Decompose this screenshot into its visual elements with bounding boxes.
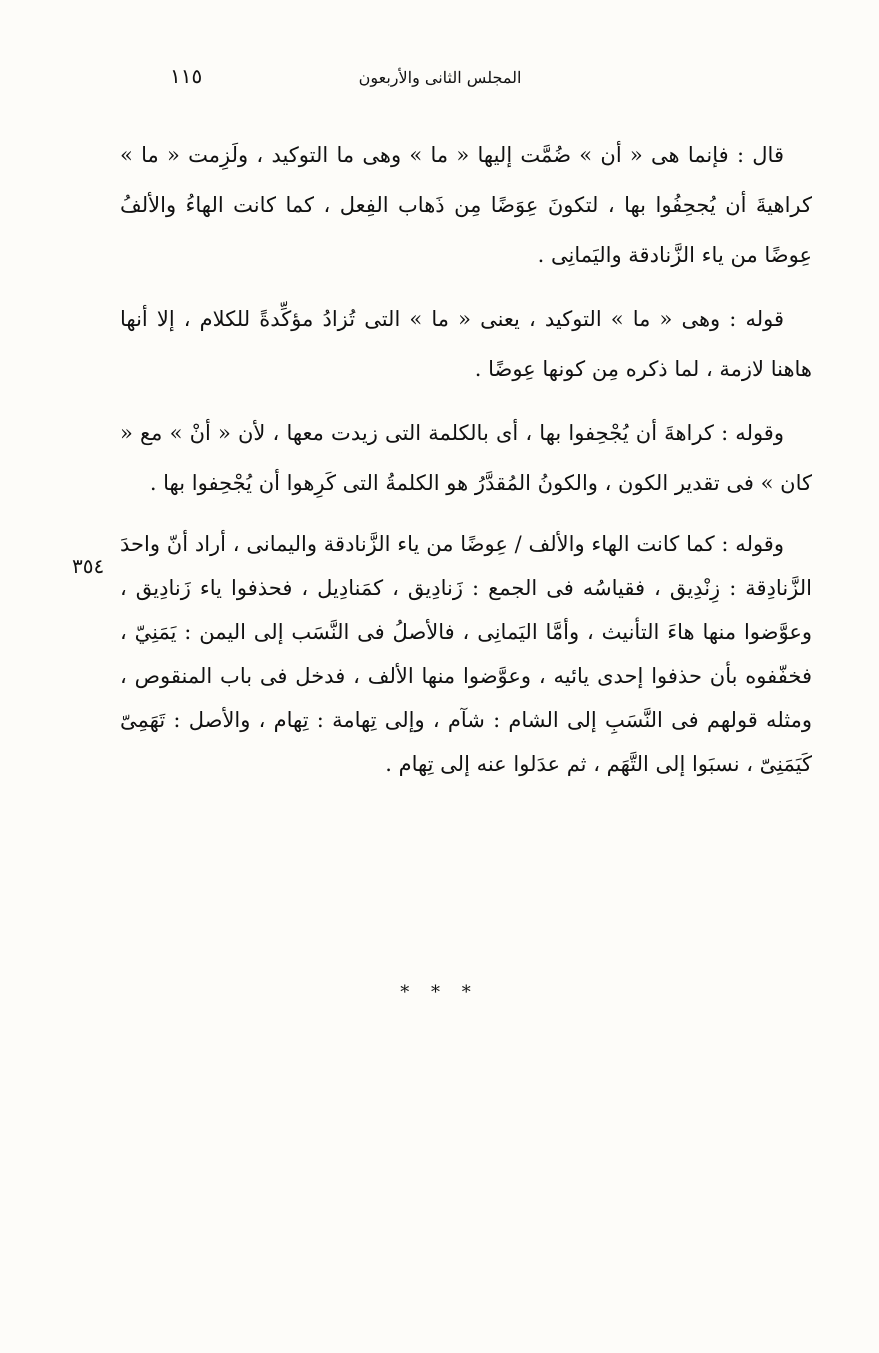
page-header xyxy=(120,60,760,100)
body-text xyxy=(120,130,812,800)
running-title: المجلس الثانى والأربعون xyxy=(358,68,522,87)
paragraph: قوله : وهى « ما » التوكيد ، يعنى « ما » التى تُزادُ مؤكِّدةً للكلام ، إلا أنها هاهنا لازمة ، لما ذكره مِن كونها عِوضًا . xyxy=(120,307,812,381)
page-number: ١١٥ xyxy=(170,64,203,88)
margin-reference-number: ٣٥٤ xyxy=(72,554,105,578)
paragraph: وقوله : كراهةَ أن يُجْحِفوا بها ، أى بالكلمة التى زيدت معها ، لأن « أنْ » مع « كان » فى تقدير الكون ، والكونُ المُقدَّرُ هو الكلمةُ التى كَرِهوا أن يُجْحِفوا بها . xyxy=(120,421,812,495)
section-ornament: * * * xyxy=(400,982,479,1003)
paragraph: قال : فإنما هى « أن » ضُمَّت إليها « ما » وهى ما التوكيد ، ولَزِمت « ما » كراهيةَ أن يُجحِفُوا بها ، لتكونَ عِوَضًا مِن ذَهاب الفِعل ، كما كانت الهاءُ والألفُ عِوضًا من ياء الزَّنادقة واليَمانِى . xyxy=(120,143,812,267)
paragraph: وقوله : كما كانت الهاء والألف / عِوضًا من ياء الزَّنادقة واليمانى ، أراد أنّ واحدَ الزَّنادِقة : زِنْدِيق ، فقياسُه فى الجمع : زَنادِيق ، كمَنادِيل ، فحذفوا ياء زَنادِيق ، وعوَّضوا منها هاءَ التأنيث ، وأمَّا اليَمانِى ، فالأصلُ فى النَّسَب إلى اليمن : يَمَنِيّ ، فخفّفوه بأن حذفوا إحدى يائيه ، وعوَّضوا منها الألف ، فدخل فى باب المنقوص ، ومثله قولهم فى النَّسَبِ إلى الشام : شآم ، وإلى تِهامة : تِهام ، والأصل : تَهَمِىّ كَيَمَنِىّ ، نسبَوا إلى التَّهَم ، ثم عدَلوا عنه إلى تِهام . xyxy=(120,532,812,776)
